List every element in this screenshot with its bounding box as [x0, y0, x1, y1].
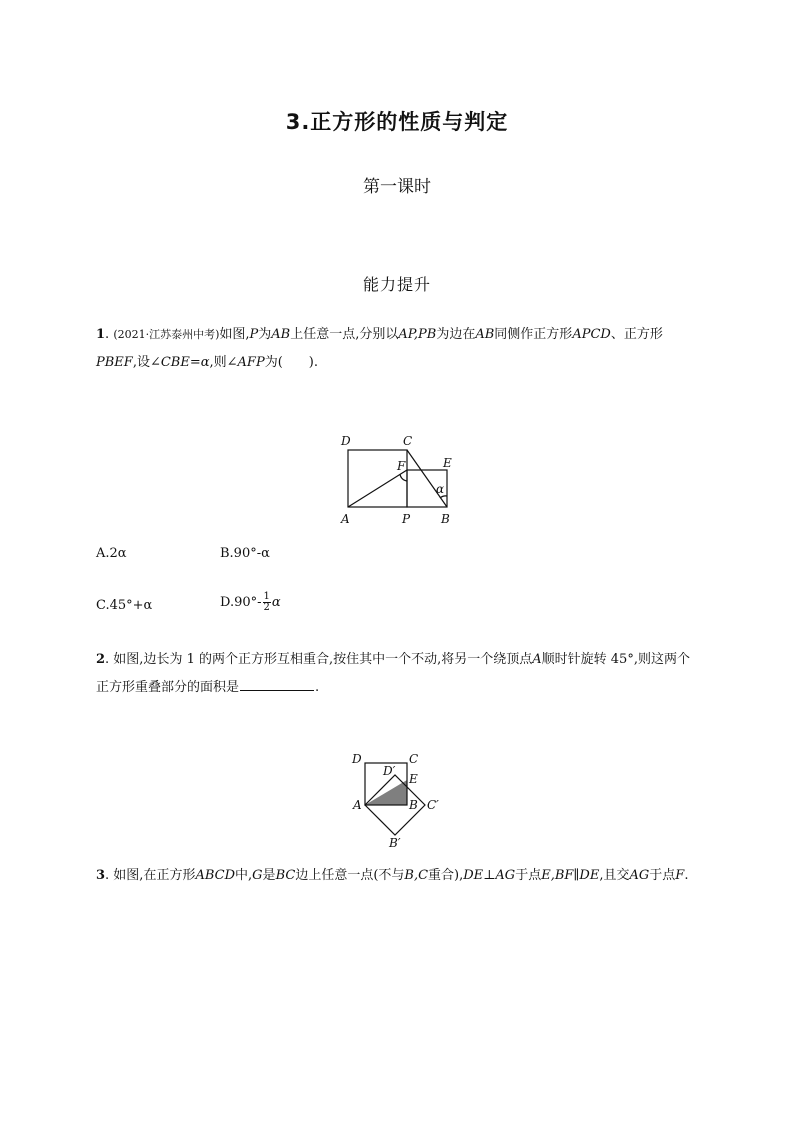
q3-var: DE	[579, 868, 600, 883]
label-e: E	[443, 456, 452, 470]
label-b-prime: B′	[389, 836, 401, 850]
q1-figure	[330, 430, 470, 530]
option-d-prefix: D.90°-	[220, 595, 262, 610]
fraction-denominator: 2	[263, 602, 270, 613]
q3-var: DE	[463, 868, 484, 883]
q3-var: BC	[275, 868, 296, 883]
q3-var: AG	[495, 868, 516, 883]
q3-text: ⊥	[483, 868, 496, 883]
q3-var: F	[675, 868, 685, 883]
label-p: P	[402, 512, 411, 526]
label-b: B	[441, 512, 450, 526]
q1-text: 为边在	[436, 327, 476, 342]
q3-var: E,BF	[541, 868, 574, 883]
label-c-prime: C′	[427, 798, 439, 812]
q1-text: 为	[258, 327, 272, 342]
option-b: B.90°-α	[220, 546, 270, 561]
answer-blank[interactable]	[240, 676, 314, 691]
segment-cb	[407, 450, 447, 507]
q1-text: 、正方形	[610, 327, 663, 342]
label-d: D	[352, 752, 362, 766]
option-c: C.45°+α	[96, 598, 153, 613]
question-1: 1. (2021·江苏泰州中考)如图,P为AB上任意一点,分别以AP,PB为边在AB同侧作正方形APCD、正方形PBEF,设∠CBE=α,则∠AFP为( ).	[96, 327, 663, 370]
label-a: A	[341, 512, 350, 526]
q3-text: 于点	[649, 868, 676, 883]
q2-figure	[345, 745, 455, 850]
question-3	[96, 862, 702, 890]
question-number: 2	[96, 652, 106, 667]
q1-text: ,则∠	[209, 355, 238, 370]
label-d-prime: D′	[383, 764, 396, 778]
label-b: B	[409, 798, 418, 812]
option-d	[220, 592, 281, 613]
q1-var: CBE=α	[160, 355, 210, 370]
question-number: 1	[96, 327, 106, 342]
q3-text: 中,	[235, 868, 253, 883]
label-f: F	[397, 459, 406, 473]
angle-afp-arc	[400, 474, 407, 481]
fraction-half	[263, 592, 271, 613]
q3-var: ABCD	[195, 868, 236, 883]
q1-var: AB	[271, 327, 291, 342]
q1-var: APCD	[572, 327, 611, 342]
label-a: A	[353, 798, 362, 812]
q1-text: 上任意一点,分别以	[290, 327, 399, 342]
label-c: C	[403, 434, 413, 448]
question-number: 3	[96, 868, 106, 883]
question-source: (2021·江苏泰州中考)	[113, 328, 220, 341]
q1-text: 如图,	[219, 327, 250, 342]
label-alpha: α	[436, 482, 445, 496]
q2-text: .	[315, 680, 320, 695]
q1-var: PBEF	[96, 355, 133, 370]
q1-var: AP,PB	[398, 327, 437, 342]
option-a: A.2α	[96, 546, 127, 561]
page-title: 3.正方形的性质与判定	[285, 110, 509, 134]
q1-var: AB	[475, 327, 495, 342]
q3-text: ∥	[573, 868, 580, 883]
q3-text: 边上任意一点(不与	[295, 868, 405, 883]
label-d: D	[341, 434, 351, 448]
q1-var: P	[249, 327, 259, 342]
q2-text: 顺时针旋转 45°,则这两个正方形重叠部分的面积是	[96, 652, 690, 695]
q3-text: ,且交	[599, 868, 630, 883]
fraction-numerator: 1	[263, 591, 270, 602]
q3-var: B,C	[404, 868, 429, 883]
q1-text: 为( ).	[264, 355, 318, 370]
q2-var: A	[532, 652, 542, 667]
q1-var: AFP	[237, 355, 265, 370]
label-e: E	[409, 772, 418, 786]
q3-text: 是	[262, 868, 276, 883]
q3-text: . 如图,在正方形	[105, 868, 196, 883]
page-subtitle: 第一课时	[363, 177, 431, 197]
q3-text: 重合),	[428, 868, 464, 883]
option-d-suffix: α	[271, 595, 281, 610]
q3-var: G	[252, 868, 263, 883]
segment-af	[348, 470, 407, 507]
label-c: C	[409, 752, 419, 766]
q3-text: 于点	[515, 868, 542, 883]
q1-text: ,设∠	[132, 355, 161, 370]
angle-alpha-arc	[440, 496, 447, 498]
q2-text: . 如图,边长为 1 的两个正方形互相重合,按住其中一个不动,将另一个绕顶点	[105, 652, 533, 667]
q1-text: 同侧作正方形	[494, 327, 573, 342]
section-heading: 能力提升	[362, 275, 431, 294]
q3-var: AG	[629, 868, 650, 883]
question-2	[96, 646, 702, 702]
q3-text: .	[684, 868, 689, 883]
